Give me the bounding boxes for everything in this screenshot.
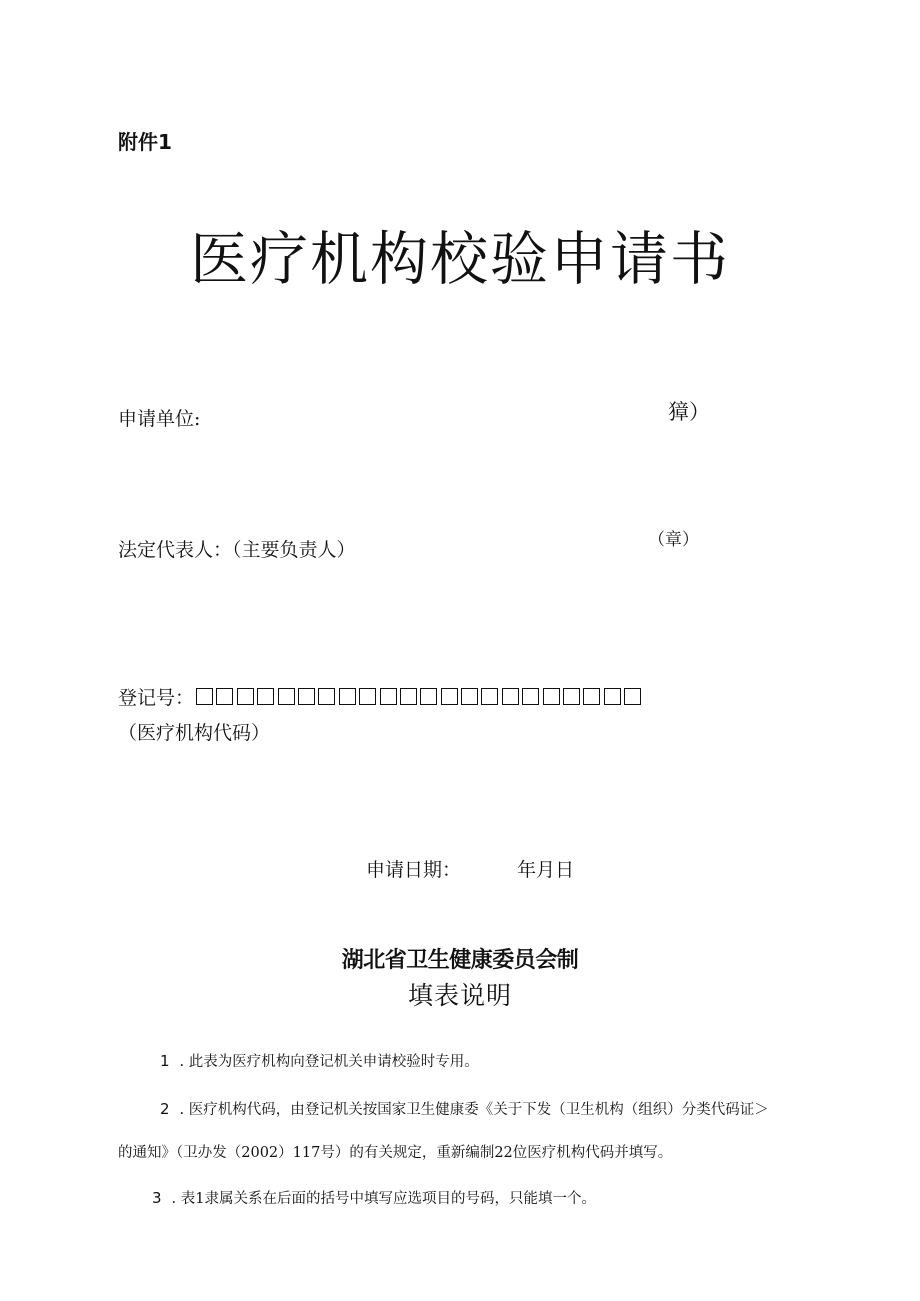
instruction-number: 2: [160, 1100, 170, 1118]
instruction-item-continuation: [118, 1141, 672, 1162]
registration-digit-box[interactable]: [481, 688, 498, 705]
instruction-item: [152, 1187, 596, 1208]
instruction-item: [160, 1050, 479, 1071]
registration-number-row: [118, 683, 645, 710]
applicant-label: 申请单位:: [118, 408, 201, 430]
registration-digit-box[interactable]: [502, 688, 519, 705]
registration-digit-box[interactable]: [257, 688, 274, 705]
instruction-text: . 医疗机构代码，由登记机关按国家卫生健康委《关于下发（卫生机构（组织）分类代码证＞: [179, 1102, 769, 1118]
registration-digit-box[interactable]: [196, 688, 213, 705]
registration-digit-box[interactable]: [420, 688, 437, 705]
registration-digit-box[interactable]: [461, 688, 478, 705]
applicant-seal-mark: 獐）: [668, 400, 710, 424]
instruction-text: . 表1隶属关系在后面的括号中填写应选项目的号码，只能填一个。: [171, 1191, 596, 1207]
legal-representative-label: 法定代表人：（主要负责人）: [118, 539, 356, 561]
registration-digit-box[interactable]: [380, 688, 397, 705]
instruction-item: [160, 1098, 769, 1119]
document-title: 医疗机构校验申请书: [189, 225, 730, 293]
attachment-label: 附件1: [118, 130, 172, 154]
instruction-text: 的通知》（卫办发（2002）117号）的有关规定，重新编制22位医疗机构代码并填写。: [118, 1145, 673, 1161]
registration-digit-box[interactable]: [624, 688, 641, 705]
registration-digit-box[interactable]: [583, 688, 600, 705]
registration-digit-box[interactable]: [400, 688, 417, 705]
registration-digit-box[interactable]: [237, 688, 254, 705]
instruction-number: 3: [152, 1189, 162, 1207]
registration-number-note: （医疗机构代码）: [118, 722, 271, 744]
issuer-line: 湖北省卫生健康委员会制: [341, 948, 579, 973]
registration-digit-box[interactable]: [359, 688, 376, 705]
application-date-row: [366, 855, 574, 882]
instruction-number: 1: [160, 1052, 170, 1070]
registration-digit-box[interactable]: [278, 688, 295, 705]
registration-number-label: 登记号：: [118, 687, 195, 709]
registration-digit-box[interactable]: [441, 688, 458, 705]
registration-digit-box[interactable]: [339, 688, 356, 705]
registration-digit-box[interactable]: [604, 688, 621, 705]
instructions-title: 填表说明: [407, 981, 512, 1010]
registration-digit-box[interactable]: [298, 688, 315, 705]
registration-digit-box[interactable]: [543, 688, 560, 705]
registration-digit-box[interactable]: [216, 688, 233, 705]
application-date-label: 申请日期：: [366, 859, 462, 881]
registration-digit-box[interactable]: [318, 688, 335, 705]
registration-digit-box[interactable]: [563, 688, 580, 705]
registration-number-boxes: [196, 688, 645, 705]
application-date-value: 年月日: [517, 859, 575, 881]
registration-digit-box[interactable]: [522, 688, 539, 705]
instruction-text: . 此表为医疗机构向登记机关申请校验时专用。: [179, 1054, 479, 1070]
legal-representative-seal-mark: （章）: [648, 530, 699, 550]
